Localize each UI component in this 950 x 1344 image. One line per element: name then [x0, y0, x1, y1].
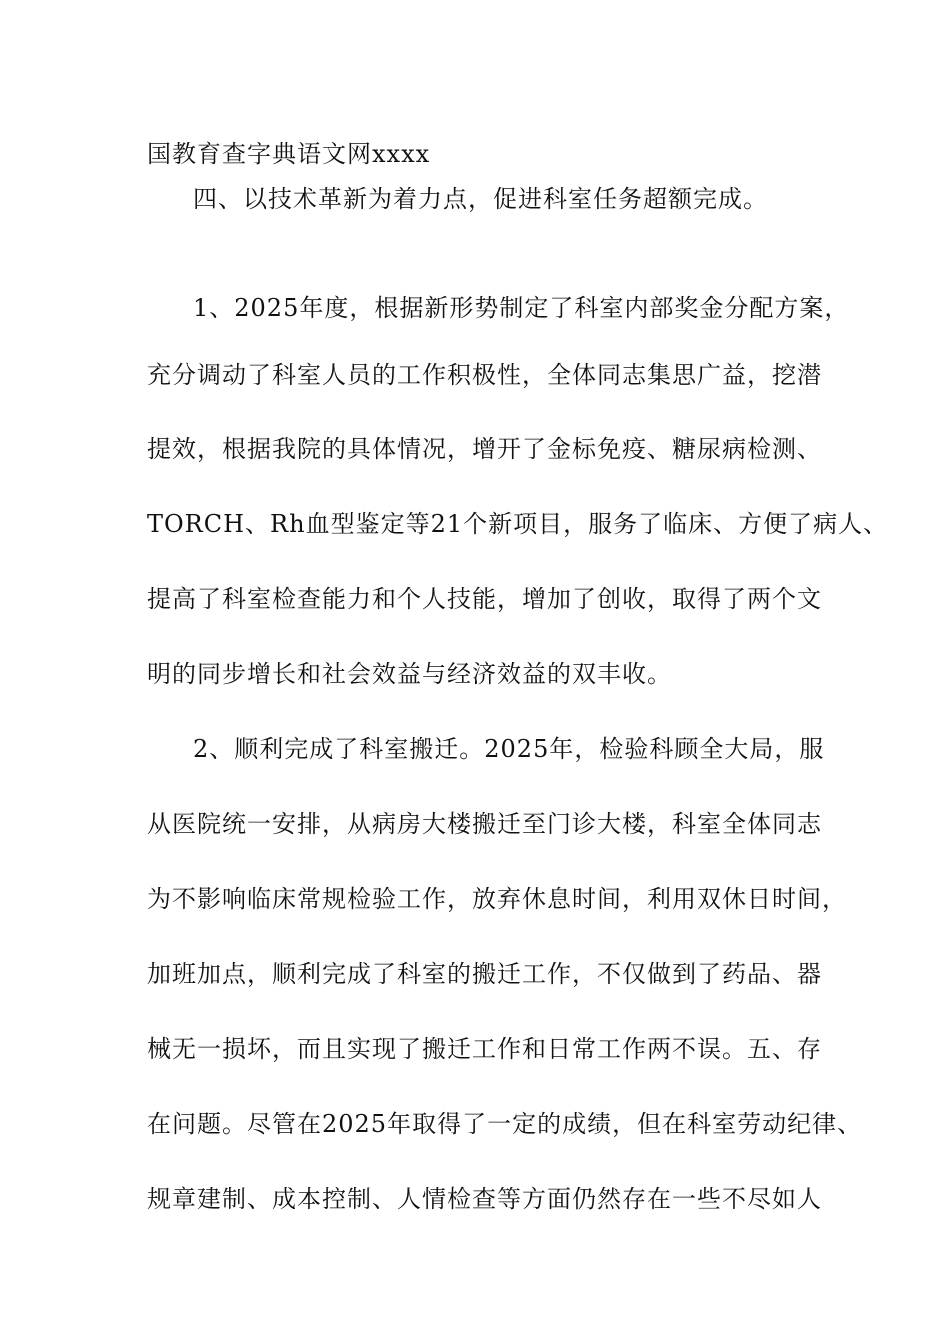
- paragraph-line: 在问题。尽管在2025年取得了一定的成绩，但在科室劳动纪律、: [147, 1110, 863, 1138]
- paragraph-line: 提效，根据我院的具体情况，增开了金标免疫、糖尿病检测、: [147, 435, 822, 463]
- paragraph-line: 明的同步增长和社会效益与经济效益的双丰收。: [147, 660, 672, 688]
- paragraph-line: 充分调动了科室人员的工作积极性，全体同志集思广益，挖潜: [147, 361, 822, 389]
- paragraph-line: TORCH、Rh血型鉴定等21个新项目，服务了临床、方便了病人、: [147, 510, 889, 538]
- paragraph-line: 提高了科室检查能力和个人技能，增加了创收，取得了两个文: [147, 585, 822, 613]
- paragraph-line: 规章建制、成本控制、人情检查等方面仍然存在一些不尽如人: [147, 1185, 822, 1213]
- section-heading: 四、以技术革新为着力点，促进科室任务超额完成。: [193, 185, 768, 213]
- paragraph-line: 加班加点，顺利完成了科室的搬迁工作，不仅做到了药品、器: [147, 960, 822, 988]
- paragraph-line: 械无一损坏，而且实现了搬迁工作和日常工作两不误。五、存: [147, 1035, 822, 1063]
- paragraph-line: 从医院统一安排，从病房大楼搬迁至门诊大楼，科室全体同志: [147, 810, 822, 838]
- paragraph-line: 2、顺利完成了科室搬迁。2025年，检验科顾全大局，服: [193, 735, 825, 763]
- text-line: 国教育查字典语文网xxxx: [147, 140, 431, 168]
- paragraph-line: 为不影响临床常规检验工作，放弃休息时间，利用双休日时间，: [147, 885, 847, 913]
- paragraph-line: 1、2025年度，根据新形势制定了科室内部奖金分配方案，: [193, 294, 850, 322]
